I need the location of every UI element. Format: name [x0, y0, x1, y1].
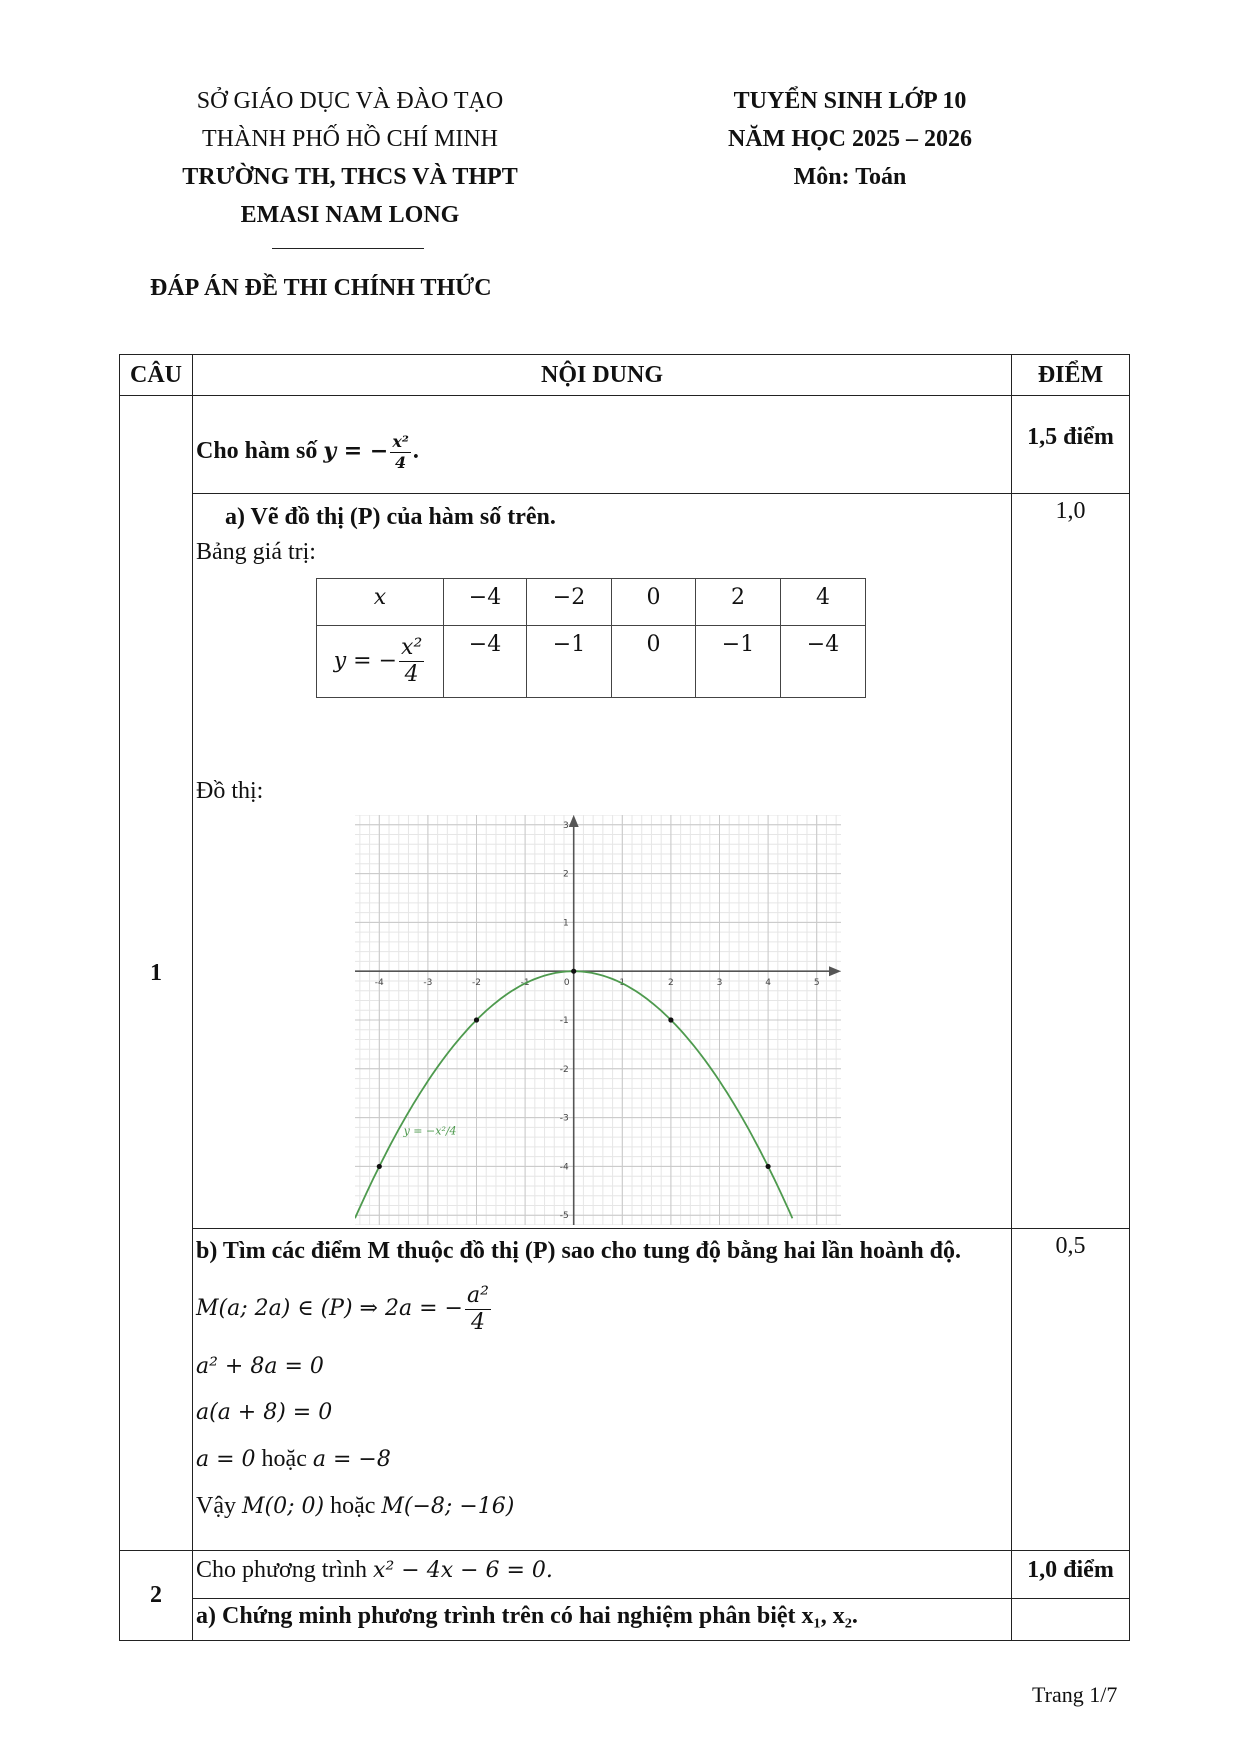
x-tick-label: 0 — [563, 978, 570, 989]
page-number: Trang 1/7 — [1032, 1682, 1118, 1707]
q2-score-text: 1,0 điểm — [1027, 1557, 1114, 1583]
q1-part-b-row — [120, 1229, 1130, 1551]
x-tick-label: 1 — [619, 978, 626, 989]
curve-label: y = −x²/4 — [403, 1124, 457, 1138]
data-point — [668, 1017, 673, 1022]
q1-frac-den: 4 — [395, 453, 407, 472]
y-label-num: x² — [401, 635, 423, 660]
q2-score-total — [1012, 1551, 1130, 1599]
q1-function-lhs: y = − — [323, 438, 389, 465]
value-table-label: Bảng giá trị: — [196, 539, 316, 565]
x-tick-label: 5 — [813, 978, 820, 989]
city-name: THÀNH PHỐ HỒ CHÍ MINH — [202, 126, 498, 152]
y-value: 0 — [612, 626, 696, 698]
q2-intro-text: Cho phương trình — [196, 1557, 368, 1583]
x-value: 4 — [781, 579, 866, 626]
graph-label: Đồ thị: — [196, 778, 264, 804]
q2-part-a — [193, 1599, 1012, 1641]
y-value: −1 — [696, 626, 781, 698]
y-label-lhs: y = − — [333, 648, 398, 674]
x-tick-label: 4 — [765, 978, 771, 989]
part-b-line-5-or: hoặc — [330, 1493, 376, 1519]
q1-part-b-title: b) Tìm các điểm M thuộc đồ thị (P) sao cho tung độ bằng hai lần hoành độ. — [196, 1238, 962, 1264]
q2-part-a-score — [1012, 1599, 1130, 1641]
part-b-line-1 — [193, 1273, 1011, 1344]
q1-part-b — [193, 1229, 1012, 1551]
q2-intro — [193, 1551, 1012, 1599]
y-tick-label: 3 — [562, 820, 569, 831]
y-tick-label: -1 — [559, 1016, 569, 1026]
header-question: CÂU — [120, 355, 193, 396]
part-b-frac-den: 4 — [470, 1309, 485, 1335]
q1-frac-num: x² — [392, 432, 409, 451]
y-tick-label: 2 — [562, 869, 569, 880]
y-label-den: 4 — [404, 662, 419, 687]
school-name-2: EMASI NAM LONG — [240, 202, 460, 228]
q2-part-a-row — [120, 1599, 1130, 1641]
school-year: NĂM HỌC 2025 – 2026 — [728, 126, 972, 152]
q1-part-a — [193, 494, 1012, 1229]
y-tick-label: -2 — [559, 1064, 569, 1075]
y-tick-label: -4 — [559, 1162, 569, 1173]
part-b-line-4a: a = 0 — [196, 1447, 256, 1472]
y-tick-label: 1 — [562, 918, 569, 929]
x-tick-label: -4 — [374, 978, 384, 989]
q1-score-total — [1012, 396, 1130, 494]
q1-fraction — [390, 434, 411, 471]
part-b-line-5 — [193, 1483, 1011, 1530]
school-name: TRƯỜNG TH, THCS VÀ THPT — [182, 164, 518, 190]
part-b-line-5a: M(0; 0) — [241, 1494, 325, 1519]
q1-part-b-score-text: 0,5 — [1055, 1233, 1086, 1259]
header-content: NỘI DUNG — [193, 355, 1012, 396]
y-value: −4 — [444, 626, 527, 698]
exam-name: TUYỂN SINH LỚP 10 — [733, 88, 967, 114]
data-point — [766, 1164, 771, 1169]
part-b-line-5b: M(−8; −16) — [381, 1494, 515, 1519]
part-b-frac-num: a² — [466, 1282, 489, 1308]
x-axis-arrow — [829, 966, 841, 976]
x-value: −2 — [527, 579, 612, 626]
q1-part-a-row — [120, 494, 1130, 1229]
part-b-line-4-or: hoặc — [261, 1446, 307, 1472]
header-left — [130, 82, 570, 234]
part-b-line-3: a(a + 8) = 0 — [196, 1400, 333, 1425]
x-tick-label: -1 — [520, 978, 530, 989]
q2-intro-row — [120, 1551, 1130, 1599]
subject: Môn: Toán — [793, 164, 907, 190]
q2-equation: x² − 4x − 6 = 0. — [373, 1558, 553, 1583]
data-point — [571, 969, 576, 974]
table-header-row — [120, 355, 1130, 396]
answer-table — [119, 354, 1130, 1641]
q1-part-a-score-text: 1,0 — [1055, 498, 1086, 524]
dept-name: SỞ GIÁO DỤC VÀ ĐÀO TẠO — [196, 88, 504, 114]
q1-intro-end: . — [412, 438, 419, 465]
x-value: 0 — [612, 579, 696, 626]
header-divider — [272, 248, 424, 249]
value-table — [316, 578, 866, 698]
data-point — [377, 1164, 382, 1169]
q1-part-a-score — [1012, 494, 1130, 1229]
x-value: −4 — [444, 579, 527, 626]
y-tick-label: -3 — [559, 1113, 569, 1124]
q1-score-text: 1,5 điểm — [1027, 424, 1114, 450]
x-tick-label: -2 — [472, 978, 481, 989]
y-axis-arrow — [569, 815, 579, 827]
data-point — [474, 1017, 479, 1022]
x-value: 2 — [696, 579, 781, 626]
q1-part-a-title: a) Vẽ đồ thị (P) của hàm số trên. — [225, 504, 556, 530]
part-b-line-2: a² + 8a = 0 — [196, 1354, 324, 1379]
header-score: ĐIỂM — [1012, 355, 1130, 396]
part-b-line-4 — [193, 1436, 1011, 1483]
y-value: −1 — [527, 626, 612, 698]
y-tick-label: -5 — [559, 1211, 569, 1222]
q1-intro — [193, 396, 1012, 494]
q1-number: 1 — [120, 396, 193, 1551]
document-title: ĐÁP ÁN ĐỀ THI CHÍNH THỨC — [150, 275, 492, 301]
value-table-x-label: x — [317, 579, 444, 626]
x-tick-label: 2 — [668, 978, 674, 989]
part-b-line-1-lhs: M(a; 2a) ∈ (P) ⇒ 2a = − — [196, 1296, 463, 1321]
part-b-fraction — [465, 1282, 491, 1335]
y-value: −4 — [781, 626, 866, 698]
x-tick-label: 3 — [716, 978, 723, 989]
q1-intro-row — [120, 396, 1130, 494]
q1-intro-text: Cho hàm số — [196, 438, 318, 465]
header-right — [680, 82, 1020, 196]
value-table-x-row — [317, 579, 866, 626]
q2-part-a-title: a) Chứng minh phương trình trên có hai nghiệm phân biệt x₁, x₂. — [196, 1603, 858, 1629]
part-b-line-5-prefix: Vậy — [196, 1493, 236, 1519]
value-table-y-row — [317, 626, 866, 698]
q1-part-b-score — [1012, 1229, 1130, 1551]
parabola-graph — [355, 815, 841, 1225]
value-table-y-label — [317, 626, 444, 698]
y-label-fraction — [399, 637, 424, 686]
part-b-line-4b: a = −8 — [312, 1447, 391, 1472]
q2-number: 2 — [120, 1551, 193, 1641]
x-tick-label: -3 — [423, 978, 433, 989]
